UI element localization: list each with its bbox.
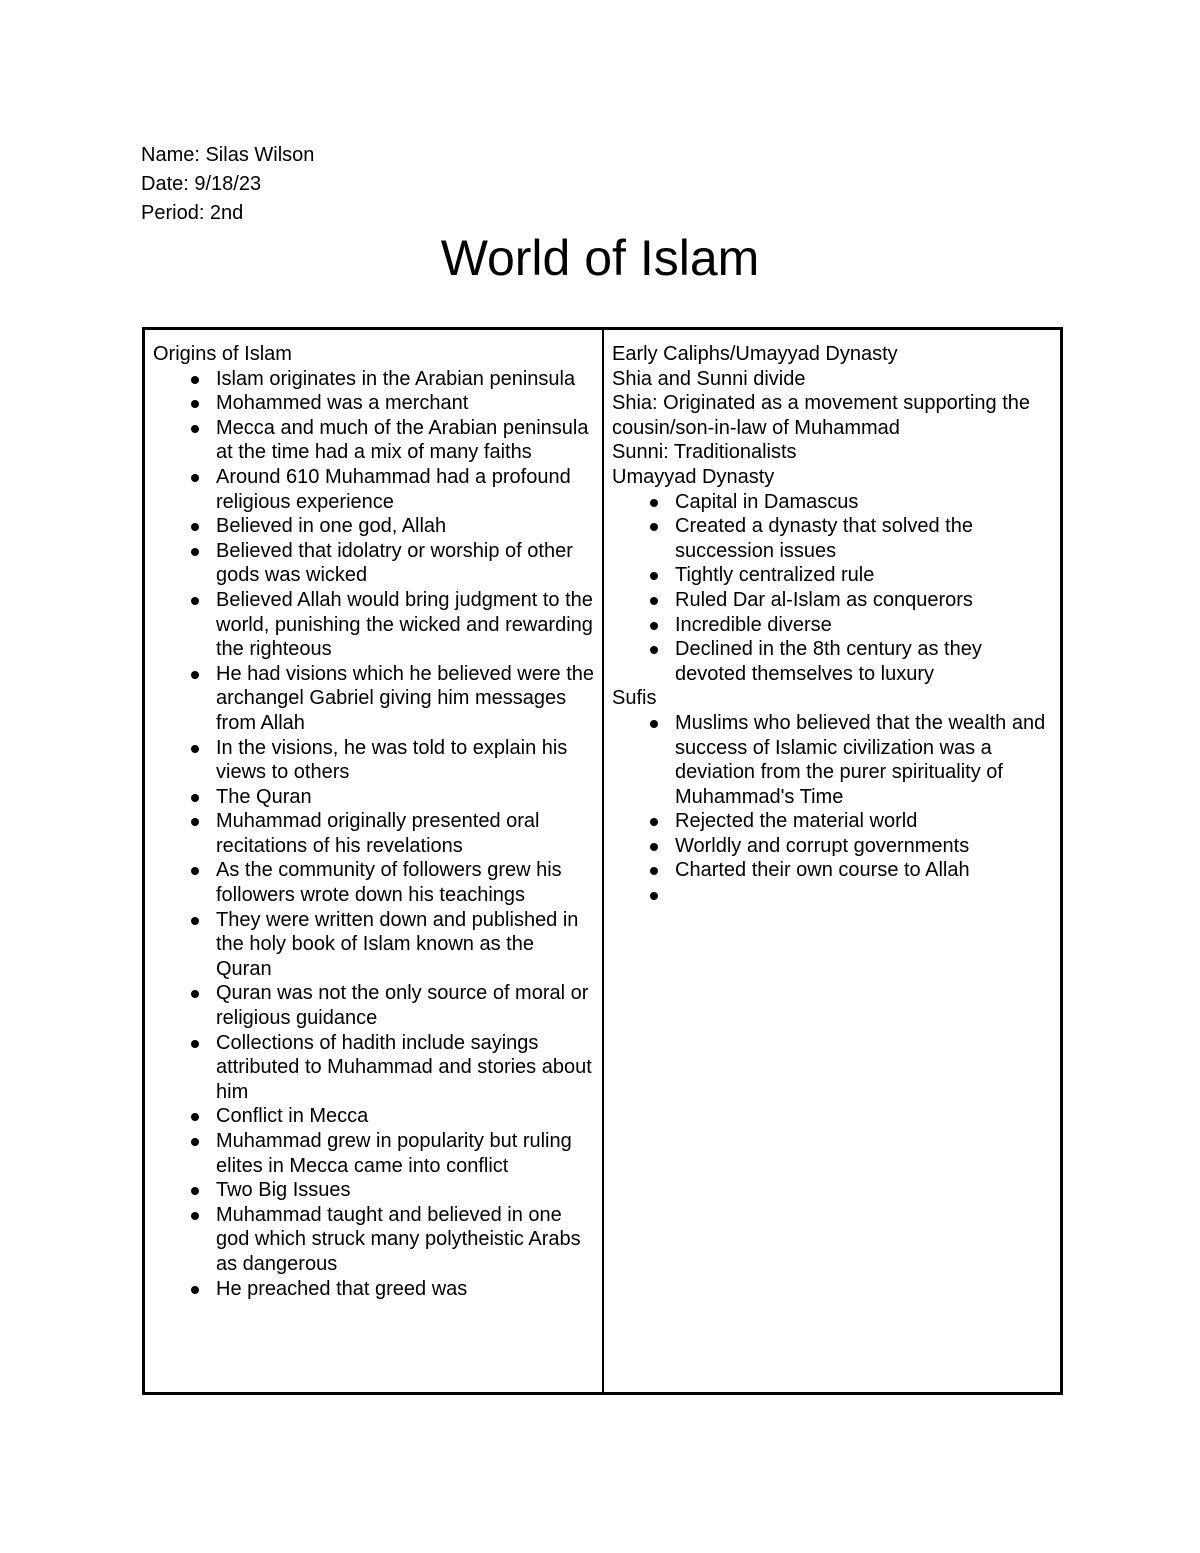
bullet-icon: [191, 597, 199, 605]
notes-table: [142, 327, 1063, 1395]
class-period: Period: 2nd: [141, 202, 244, 224]
bullet-icon: [191, 425, 199, 433]
student-name: Name: Silas Wilson: [141, 144, 315, 166]
bullet-icon: [191, 671, 199, 679]
umayyad-bullet-list: [612, 490, 1052, 687]
page-title: World of Islam: [440, 230, 760, 286]
bullet-icon: [191, 1187, 199, 1195]
bullet-icon: [191, 474, 199, 482]
bullet-icon: [191, 376, 199, 384]
list-item: [612, 711, 1052, 809]
list-item-text: Believed Allah would bring judgment to the world, punishing the wicked and rewarding the righteous: [216, 588, 593, 661]
list-item: [612, 883, 1052, 908]
left-notes-column: [145, 330, 604, 1392]
list-item: [612, 637, 1052, 686]
list-item: [153, 981, 594, 1030]
list-item-text: Muhammad grew in popularity but ruling elites in Mecca came into conflict: [216, 1130, 572, 1177]
bullet-icon: [191, 794, 199, 802]
list-item-text: Conflict in Mecca: [216, 1105, 369, 1128]
list-item: [153, 465, 594, 514]
list-item: [612, 834, 1052, 859]
list-item-text: Declined in the 8th century as they devoted themselves to luxury: [675, 638, 982, 685]
list-item: [612, 588, 1052, 613]
list-item-text: He had visions which he believed were the archangel Gabriel giving him messages from Allah: [216, 662, 594, 734]
list-item: [153, 539, 594, 588]
bullet-icon: [191, 1113, 199, 1121]
list-item: [153, 391, 594, 416]
bullet-icon: [650, 499, 658, 507]
list-item-text: Around 610 Muhammad had a profound religious experience: [216, 465, 571, 513]
list-item: [612, 514, 1052, 563]
sufis-heading: Sufis: [612, 687, 657, 710]
list-item: [153, 809, 594, 858]
list-item-text: Two Big Issues: [216, 1179, 351, 1202]
caliphs-heading: Early Caliphs/Umayyad Dynasty: [612, 343, 898, 365]
list-item: [612, 490, 1052, 515]
list-item-text: He preached that greed was: [216, 1277, 468, 1300]
list-item-text: Mohammed was a merchant: [216, 392, 469, 415]
list-item-text: Muslims who believed that the wealth and success of Islamic civilization was a deviation from the purer spirituality of Muhammad's Time: [675, 711, 1046, 808]
bullet-icon: [650, 867, 658, 875]
origins-heading: Origins of Islam: [153, 343, 292, 365]
shia-note: Shia: Originated as a movement supporting the cousin/son-in-law of Muhammad: [612, 392, 1031, 439]
list-item: [153, 858, 594, 907]
bullet-icon: [650, 597, 658, 605]
bullet-icon: [191, 1212, 199, 1220]
bullet-icon: [191, 523, 199, 531]
list-item-text: Worldly and corrupt governments: [675, 834, 970, 857]
bullet-icon: [191, 548, 199, 556]
list-item-text: Charted their own course to Allah: [675, 859, 970, 882]
list-item-text: Created a dynasty that solved the succession issues: [675, 515, 973, 562]
list-item: [153, 1104, 594, 1129]
bullet-icon: [650, 646, 658, 654]
umayyad-heading: Umayyad Dynasty: [612, 465, 775, 488]
origins-bullet-list: [153, 367, 594, 1302]
list-item-text: Rejected the material world: [675, 810, 918, 833]
list-item-text: Capital in Damascus: [675, 490, 859, 513]
sunni-note: Sunni: Traditionalists: [612, 441, 797, 464]
bullet-icon: [650, 572, 658, 580]
bullet-icon: [650, 523, 658, 531]
list-item-text: The Quran: [216, 785, 312, 808]
list-item-text: They were written down and published in the holy book of Islam known as the Quran: [216, 908, 579, 980]
list-item: [153, 785, 594, 810]
list-item-text: Believed that idolatry or worship of other gods was wicked: [216, 539, 573, 587]
list-item: [153, 1178, 594, 1203]
list-item-text: Muhammad originally presented oral recitations of his revelations: [216, 810, 540, 857]
list-item: [153, 416, 594, 465]
list-item-text: Quran was not the only source of moral or religious guidance: [216, 982, 589, 1030]
list-item: [153, 1129, 594, 1178]
list-item: [612, 809, 1052, 834]
list-item-text: Incredible diverse: [675, 613, 832, 636]
list-item: [153, 908, 594, 982]
assignment-date: Date: 9/18/23: [141, 173, 262, 195]
bullet-icon: [191, 917, 199, 925]
student-info: [141, 141, 314, 228]
list-item: [612, 563, 1052, 588]
list-item: [153, 662, 594, 736]
list-item-text: As the community of followers grew his followers wrote down his teachings: [216, 859, 562, 907]
bullet-icon: [191, 1138, 199, 1146]
bullet-icon: [191, 818, 199, 826]
list-item-text: Islam originates in the Arabian peninsula: [216, 367, 576, 390]
list-item-text: Ruled Dar al-Islam as conquerors: [675, 588, 973, 611]
bullet-icon: [650, 892, 658, 900]
list-item: [153, 514, 594, 539]
bullet-icon: [191, 745, 199, 753]
bullet-icon: [191, 1286, 199, 1294]
list-item: [153, 367, 594, 392]
list-item: [612, 613, 1052, 638]
list-item: [153, 736, 594, 785]
list-item-text: Collections of hadith include sayings attributed to Muhammad and stories about him: [216, 1031, 592, 1103]
list-item-text: Tightly centralized rule: [675, 564, 875, 587]
bullet-icon: [650, 622, 658, 630]
list-item: [153, 1203, 594, 1277]
bullet-icon: [191, 400, 199, 408]
list-item: [612, 858, 1052, 883]
list-item-text: Believed in one god, Allah: [216, 515, 447, 538]
bullet-icon: [191, 990, 199, 998]
list-item: [153, 588, 594, 662]
shia-sunni-heading: Shia and Sunni divide: [612, 367, 806, 390]
bullet-icon: [650, 843, 658, 851]
list-item-text: In the visions, he was told to explain his views to others: [216, 736, 568, 784]
list-item: [153, 1277, 594, 1302]
list-item-text: Muhammad taught and believed in one god which struck many polytheistic Arabs as dangerous: [216, 1203, 581, 1275]
bullet-icon: [650, 818, 658, 826]
list-item-text: Mecca and much of the Arabian peninsula at the time had a mix of many faiths: [216, 416, 589, 464]
bullet-icon: [191, 1040, 199, 1048]
bullet-icon: [191, 867, 199, 875]
right-notes-column: [604, 330, 1060, 1392]
sufis-bullet-list: [612, 711, 1052, 908]
list-item: [153, 1031, 594, 1105]
bullet-icon: [650, 720, 658, 728]
